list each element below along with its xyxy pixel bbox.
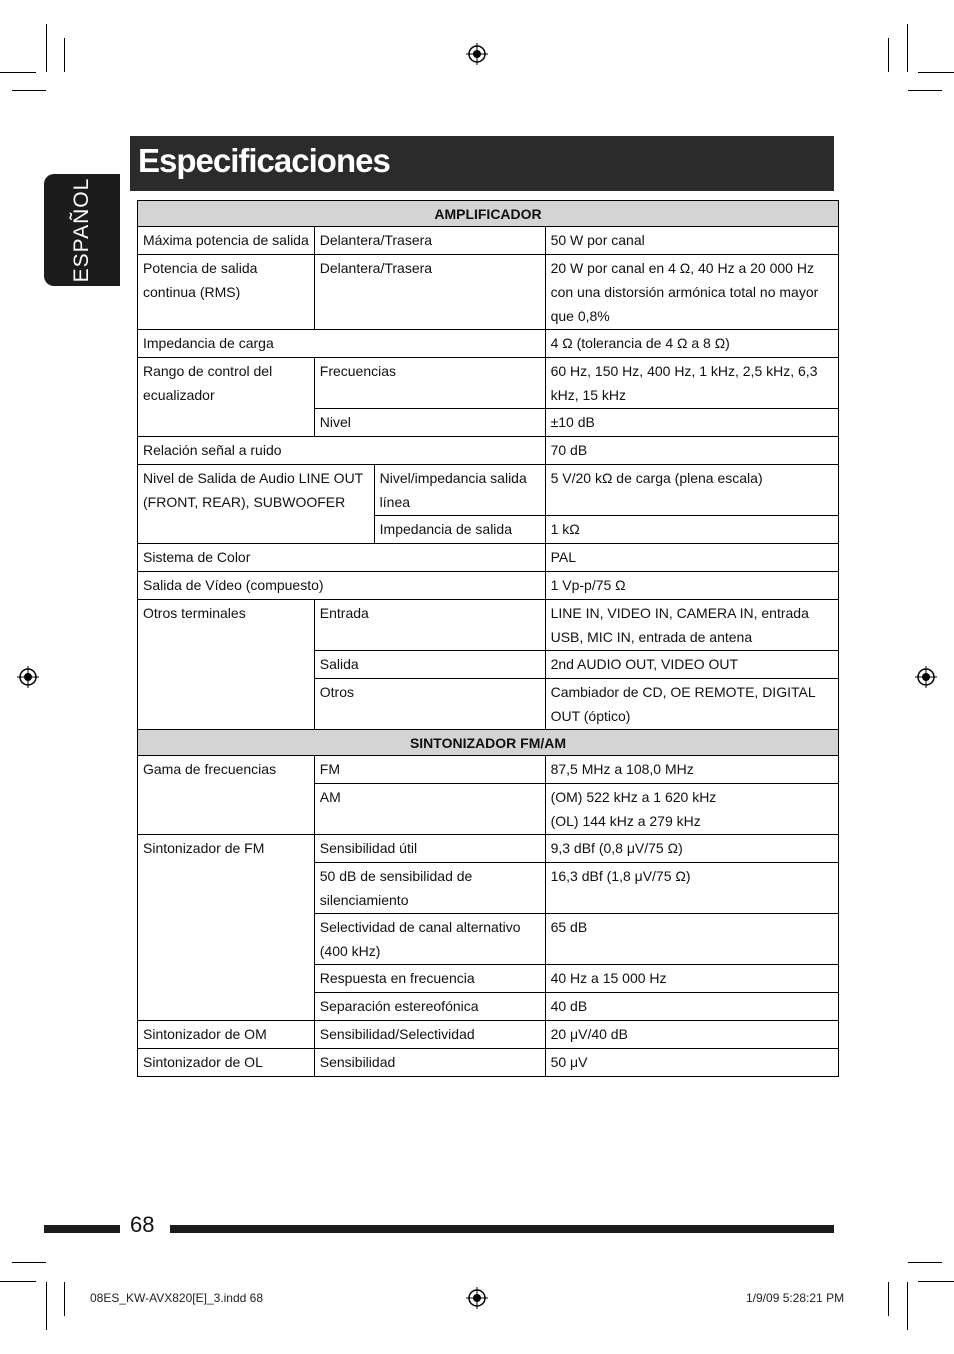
spec-sublabel: Delantera/Trasera xyxy=(314,227,545,255)
table-row xyxy=(138,255,839,330)
spec-sublabel: Selectividad de canal alternativo (400 kHz) xyxy=(314,914,545,965)
spec-value: 65 dB xyxy=(545,914,838,965)
language-tab xyxy=(44,174,120,286)
spec-value: 40 Hz a 15 000 Hz xyxy=(545,965,838,993)
footer-date: 1/9/09 5:28:21 PM xyxy=(746,1291,845,1305)
table-row xyxy=(138,544,839,572)
spec-label: Gama de frecuencias xyxy=(138,756,315,835)
spec-value: 9,3 dBf (0,8 μV/75 Ω) xyxy=(545,835,838,863)
spec-value: 4 Ω (tolerancia de 4 Ω a 8 Ω) xyxy=(545,330,838,358)
spec-label: Impedancia de carga xyxy=(138,330,546,358)
spec-label: Otros terminales xyxy=(138,600,315,730)
spec-value: 1 Vp-p/75 Ω xyxy=(545,572,838,600)
spec-sublabel: Nivel/impedancia salida línea xyxy=(374,465,545,516)
spec-label: Relación señal a ruido xyxy=(138,437,546,465)
spec-label: Salida de Vídeo (compuesto) xyxy=(138,572,546,600)
spec-value: 20 W por canal en 4 Ω, 40 Hz a 20 000 Hz con una distorsión armónica total no mayor que 0,8% xyxy=(545,255,838,330)
table-row xyxy=(138,1021,839,1049)
table-row xyxy=(138,1049,839,1077)
registration-mark-icon xyxy=(915,666,937,688)
spec-sublabel: Sensibilidad xyxy=(314,1049,545,1077)
section-header-row xyxy=(138,201,839,227)
spec-sublabel: Entrada xyxy=(314,600,545,651)
spec-label: Sistema de Color xyxy=(138,544,546,572)
footer-bar-left xyxy=(44,1225,120,1233)
title-bar xyxy=(130,136,834,191)
spec-label: Máxima potencia de salida xyxy=(138,227,315,255)
spec-value xyxy=(545,784,838,835)
footer-bar-right xyxy=(170,1225,834,1233)
spec-value: 2nd AUDIO OUT, VIDEO OUT xyxy=(545,651,838,679)
table-row xyxy=(138,465,839,516)
spec-value: 50 W por canal xyxy=(545,227,838,255)
registration-mark-icon xyxy=(466,43,488,65)
spec-sublabel: AM xyxy=(314,784,545,835)
section-amplifier: AMPLIFICADOR xyxy=(138,201,839,227)
spec-value: PAL xyxy=(545,544,838,572)
spec-sublabel: FM xyxy=(314,756,545,784)
spec-value: 60 Hz, 150 Hz, 400 Hz, 1 kHz, 2,5 kHz, 6,3 kHz, 15 kHz xyxy=(545,358,838,409)
table-row xyxy=(138,835,839,863)
spec-sublabel: Respuesta en frecuencia xyxy=(314,965,545,993)
registration-mark-icon xyxy=(17,666,39,688)
spec-value: LINE IN, VIDEO IN, CAMERA IN, entrada USB, MIC IN, entrada de antena xyxy=(545,600,838,651)
table-row xyxy=(138,330,839,358)
table-row xyxy=(138,227,839,255)
spec-label: Sintonizador de FM xyxy=(138,835,315,1021)
spec-sublabel: Salida xyxy=(314,651,545,679)
spec-value: 20 μV/40 dB xyxy=(545,1021,838,1049)
spec-label: Sintonizador de OM xyxy=(138,1021,315,1049)
spec-value-line: (OL) 144 kHz a 279 kHz xyxy=(550,813,701,829)
section-tuner: SINTONIZADOR FM/AM xyxy=(138,730,839,756)
spec-label: Potencia de salida continua (RMS) xyxy=(138,255,315,330)
spec-sublabel: Sensibilidad útil xyxy=(314,835,545,863)
page-number: 68 xyxy=(130,1212,155,1237)
spec-value: 5 V/20 kΩ de carga (plena escala) xyxy=(545,465,838,516)
spec-label: Sintonizador de OL xyxy=(138,1049,315,1077)
table-row xyxy=(138,358,839,409)
spec-value: Cambiador de CD, OE REMOTE, DIGITAL OUT (óptico) xyxy=(545,679,838,730)
spec-value: 70 dB xyxy=(545,437,838,465)
language-tab-label: ESPAÑOL xyxy=(70,177,93,283)
table-row xyxy=(138,572,839,600)
spec-sublabel: Impedancia de salida xyxy=(374,516,545,544)
spec-value: 50 μV xyxy=(545,1049,838,1077)
spec-value: ±10 dB xyxy=(545,409,838,437)
spec-value: 1 kΩ xyxy=(545,516,838,544)
spec-sublabel: Frecuencias xyxy=(314,358,545,409)
table-row xyxy=(138,600,839,651)
spec-table xyxy=(137,200,839,1077)
spec-value: 16,3 dBf (1,8 μV/75 Ω) xyxy=(545,863,838,914)
section-header-row xyxy=(138,730,839,756)
spec-sublabel: Otros xyxy=(314,679,545,730)
spec-sublabel: Delantera/Trasera xyxy=(314,255,545,330)
spec-value-line: (OM) 522 kHz a 1 620 kHz xyxy=(550,789,717,805)
registration-mark-icon xyxy=(466,1287,488,1309)
spec-sublabel: Sensibilidad/Selectividad xyxy=(314,1021,545,1049)
spec-sublabel: Nivel xyxy=(314,409,545,437)
spec-sublabel: Separación estereofónica xyxy=(314,993,545,1021)
table-row xyxy=(138,437,839,465)
spec-sublabel: 50 dB de sensibilidad de silenciamiento xyxy=(314,863,545,914)
footer-file-info: 08ES_KW-AVX820[E]_3.indd 68 xyxy=(90,1291,264,1305)
table-row xyxy=(138,756,839,784)
spec-label: Rango de control del ecualizador xyxy=(138,358,315,437)
spec-value: 87,5 MHz a 108,0 MHz xyxy=(545,756,838,784)
spec-label: Nivel de Salida de Audio LINE OUT (FRONT, REAR), SUBWOOFER xyxy=(138,465,375,544)
page-title: Especificaciones xyxy=(138,142,390,179)
spec-value: 40 dB xyxy=(545,993,838,1021)
